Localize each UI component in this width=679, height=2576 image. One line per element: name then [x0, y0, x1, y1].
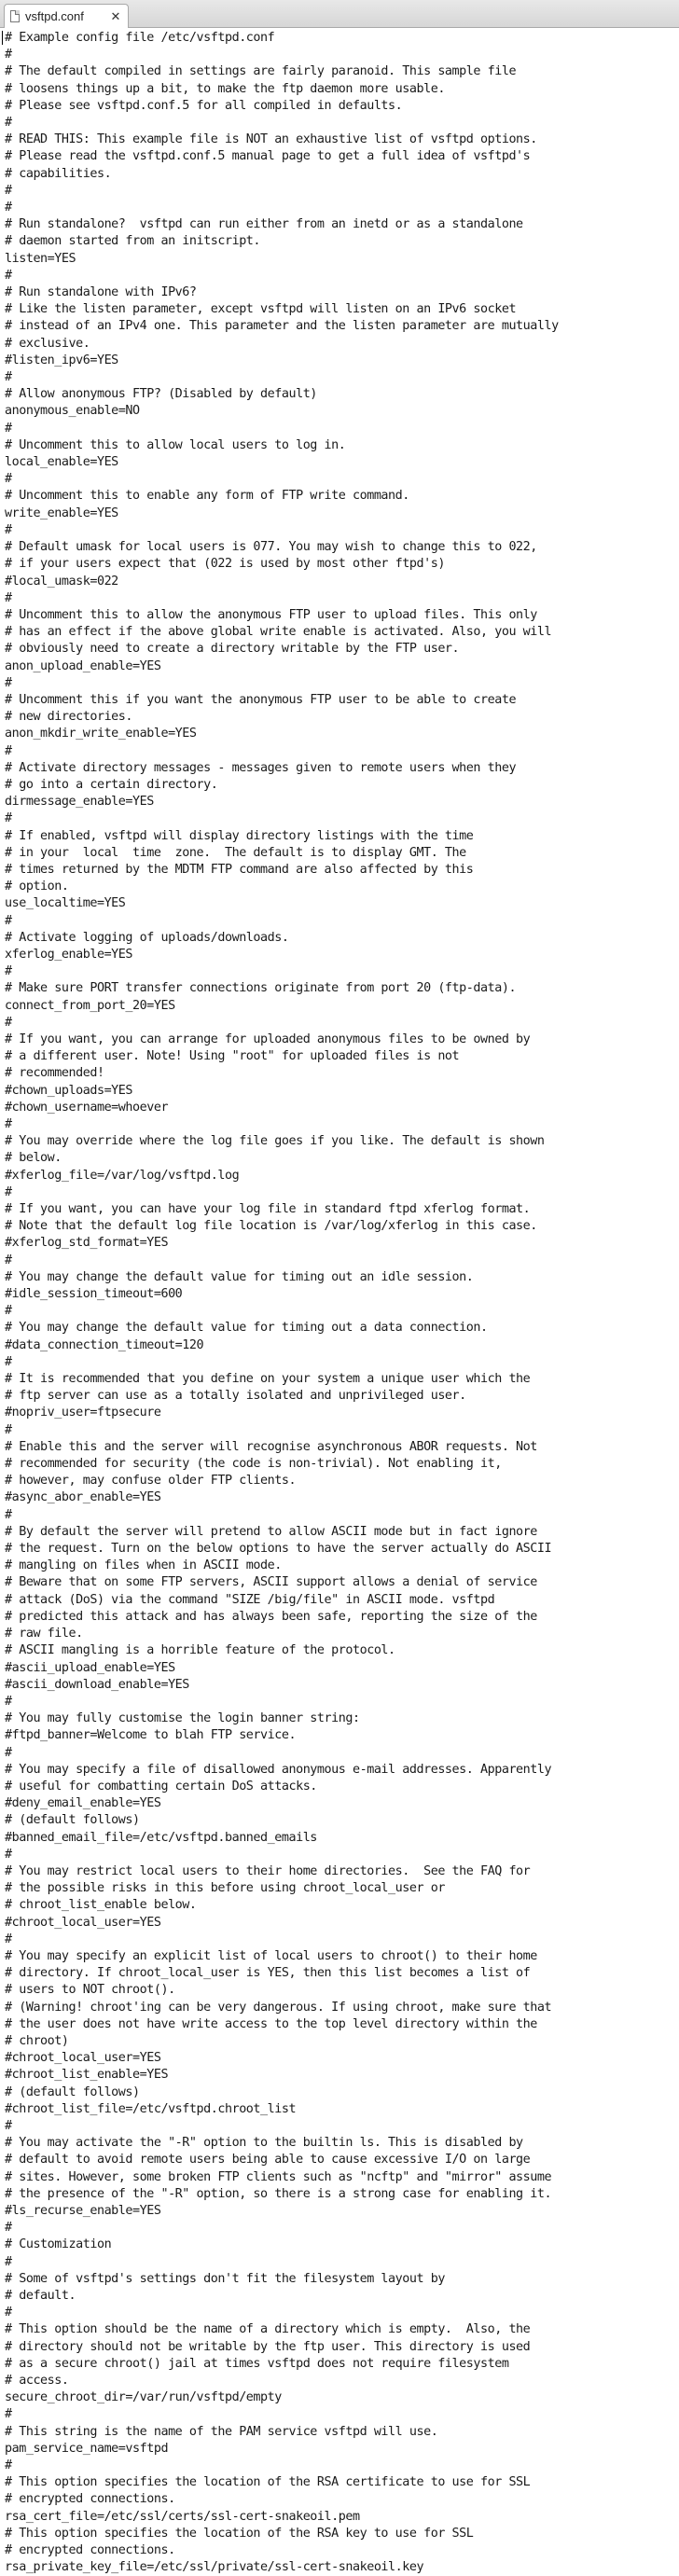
text-cursor	[2, 31, 3, 45]
code-line: # chroot_list_enable below.	[5, 1898, 197, 1913]
code-line: pam_service_name=vsftpd	[5, 2441, 169, 2456]
code-line: # directory should not be writable by the ftp user. This directory is used	[5, 2339, 531, 2354]
code-line: # attack (DoS) via the command "SIZE /big/file" in ASCII mode. vsftpd	[5, 1592, 495, 1607]
code-line: #xferlog_file=/var/log/vsftpd.log	[5, 1168, 240, 1183]
code-line: #	[5, 1117, 12, 1131]
code-line: #chroot_list_file=/etc/vsftpd.chroot_list	[5, 2101, 297, 2116]
code-line: # sites. However, some broken FTP clients such as "ncftp" and "mirror" assume	[5, 2169, 552, 2184]
code-line: # the presence of the "-R" option, so there is a strong case for enabling it.	[5, 2186, 552, 2201]
code-line: #	[5, 964, 12, 979]
code-line: # however, may confuse older FTP clients.	[5, 1474, 297, 1489]
code-line: #	[5, 2221, 12, 2236]
code-line: # Run standalone? vsftpd can run either from an inetd or as a standalone	[5, 217, 523, 232]
code-line: #	[5, 913, 12, 928]
code-line: # You may specify a file of disallowed anonymous e-mail addresses. Apparently	[5, 1762, 552, 1777]
code-line: # times returned by the MDTM FTP command are also affected by this	[5, 862, 474, 877]
code-line: # users to NOT chroot().	[5, 1983, 175, 1998]
code-line: #	[5, 590, 12, 605]
code-line: #	[5, 811, 12, 826]
code-line: #	[5, 1304, 12, 1319]
code-line: # has an effect if the above global write enable is activated. Also, you will	[5, 625, 552, 640]
code-line: #	[5, 1694, 12, 1709]
code-line: #	[5, 1932, 12, 1946]
code-line: # Customization	[5, 2237, 112, 2252]
code-line: # capabilities.	[5, 166, 112, 181]
code-line: # below.	[5, 1151, 62, 1166]
code-line: #idle_session_timeout=600	[5, 1287, 183, 1302]
code-line: # You may restrict local users to their home directories. See the FAQ for	[5, 1863, 531, 1878]
code-line: # chroot)	[5, 2033, 69, 2048]
code-line: # Enable this and the server will recognise asynchronous ABOR requests. Not	[5, 1439, 537, 1454]
code-line: # daemon started from an initscript.	[5, 234, 261, 249]
tab-label: vsftpd.conf	[25, 9, 84, 23]
code-line: # If you want, you can have your log file in standard ftpd xferlog format.	[5, 1202, 531, 1217]
code-line: #	[5, 472, 12, 487]
code-line: # the user does not have write access to the top level directory within the	[5, 2016, 537, 2031]
code-line: #	[5, 421, 12, 436]
code-line: local_enable=YES	[5, 455, 118, 470]
code-line: # If enabled, vsftpd will display directory listings with the time	[5, 828, 474, 843]
code-line: # Uncomment this to allow local users to log in.	[5, 437, 346, 452]
code-line: # This option specifies the location of the RSA certificate to use for SSL	[5, 2475, 531, 2490]
code-line: # (Warning! chroot'ing can be very dangerous. If using chroot, make sure that	[5, 2000, 552, 2015]
code-line: listen=YES	[5, 251, 76, 266]
code-line: #	[5, 2407, 12, 2422]
code-line: # predicted this attack and has always been safe, reporting the size of the	[5, 1609, 537, 1624]
code-line: # raw file.	[5, 1627, 83, 1641]
code-line: # as a secure chroot() jail at times vsftpd does not require filesystem	[5, 2356, 509, 2371]
code-line: #	[5, 48, 12, 62]
code-line: # Note that the default log file location is /var/log/xferlog in this case.	[5, 1219, 537, 1234]
code-line: #	[5, 1354, 12, 1369]
code-line: #	[5, 2254, 12, 2269]
code-line: #	[5, 1422, 12, 1437]
code-line: #	[5, 2118, 12, 2133]
code-line: #listen_ipv6=YES	[5, 353, 118, 367]
code-line: secure_chroot_dir=/var/run/vsftpd/empty	[5, 2390, 282, 2405]
code-line: # It is recommended that you define on your system a unique user which the	[5, 1372, 531, 1387]
code-line: # You may change the default value for timing out an idle session.	[5, 1269, 474, 1284]
code-line: rsa_cert_file=/etc/ssl/certs/ssl-cert-snakeoil.pem	[5, 2509, 360, 2524]
tab-vsftpd-conf[interactable]	[4, 4, 129, 28]
code-line: # the possible risks in this before using chroot_local_user or	[5, 1881, 445, 1896]
code-line: # READ THIS: This example file is NOT an exhaustive list of vsftpd options.	[5, 132, 537, 147]
code-line: # the request. Turn on the below options to have the server actually do ASCII	[5, 1542, 552, 1557]
code-line: #	[5, 2306, 12, 2320]
code-line: #chown_uploads=YES	[5, 1083, 133, 1098]
code-line: # By default the server will pretend to allow ASCII mode but in fact ignore	[5, 1524, 537, 1539]
code-line: anonymous_enable=NO	[5, 404, 140, 419]
code-line: #	[5, 201, 12, 215]
code-line: # Activate logging of uploads/downloads.	[5, 930, 289, 945]
code-line: #banned_email_file=/etc/vsftpd.banned_emails	[5, 1830, 317, 1845]
code-line: #	[5, 1507, 12, 1522]
close-icon[interactable]: ✕	[110, 8, 121, 23]
code-line: # in your local time zone. The default is to display GMT. The	[5, 845, 466, 860]
code-line: #async_abor_enable=YES	[5, 1490, 161, 1505]
code-line: # default.	[5, 2289, 76, 2304]
code-line: # This string is the name of the PAM service vsftpd will use.	[5, 2424, 438, 2439]
code-line: #	[5, 1253, 12, 1267]
code-line: # You may change the default value for timing out a data connection.	[5, 1321, 488, 1336]
code-line: # Run standalone with IPv6?	[5, 285, 197, 300]
code-line: # a different user. Note! Using "root" for uploaded files is not	[5, 1049, 460, 1064]
code-line: #	[5, 2458, 12, 2473]
code-line: # Uncomment this if you want the anonymous FTP user to be able to create	[5, 692, 517, 707]
code-line: # You may fully customise the login banner string:	[5, 1711, 360, 1726]
code-line: # new directories.	[5, 710, 133, 725]
code-line: # instead of an IPv4 one. This parameter and the listen parameter are mutually	[5, 319, 559, 334]
code-line: #chown_username=whoever	[5, 1100, 169, 1115]
code-line: dirmessage_enable=YES	[5, 795, 154, 810]
file-content[interactable]	[0, 28, 679, 2576]
code-line: # encrypted connections.	[5, 2492, 175, 2507]
code-line: # Beware that on some FTP servers, ASCII support allows a denial of service	[5, 1575, 537, 1590]
code-line: # recommended for security (the code is non-trivial). Not enabling it,	[5, 1457, 502, 1472]
code-line: # Make sure PORT transfer connections originate from port 20 (ftp-data).	[5, 981, 517, 996]
code-line: # Uncomment this to allow the anonymous FTP user to upload files. This only	[5, 607, 537, 622]
code-line: #ascii_download_enable=YES	[5, 1677, 189, 1692]
code-line: #	[5, 183, 12, 198]
code-line: # recommended!	[5, 1066, 104, 1081]
code-line: #	[5, 522, 12, 537]
text-editor[interactable]	[0, 28, 679, 2575]
code-line: #	[5, 116, 12, 131]
code-line: # mangling on files when in ASCII mode.	[5, 1558, 282, 1573]
code-line: # go into a certain directory.	[5, 777, 218, 792]
code-line: #ls_recurse_enable=YES	[5, 2204, 161, 2218]
code-line: #	[5, 1015, 12, 1030]
code-line: # ASCII mangling is a horrible feature of the protocol.	[5, 1643, 395, 1658]
code-line: anon_mkdir_write_enable=YES	[5, 727, 197, 741]
code-line: # access.	[5, 2374, 69, 2389]
code-line: # encrypted connections.	[5, 2543, 175, 2558]
code-line: # (default follows)	[5, 1813, 140, 1828]
code-line: #	[5, 1184, 12, 1199]
code-line: #	[5, 743, 12, 758]
code-line: #	[5, 675, 12, 690]
code-line: # directory. If chroot_local_user is YES, then this list becomes a list of	[5, 1966, 531, 1981]
code-line: # The default compiled in settings are fairly paranoid. This sample file	[5, 64, 517, 79]
code-line: # Some of vsftpd's settings don't fit the filesystem layout by	[5, 2271, 445, 2286]
code-line: # Activate directory messages - messages given to remote users when they	[5, 760, 517, 775]
code-line: #local_umask=022	[5, 574, 118, 589]
code-line: # (default follows)	[5, 2084, 140, 2099]
code-line: #data_connection_timeout=120	[5, 1337, 204, 1352]
code-line: rsa_private_key_file=/etc/ssl/private/ssl-cert-snakeoil.key	[5, 2560, 424, 2575]
code-line: use_localtime=YES	[5, 896, 126, 911]
code-line: #chroot_list_enable=YES	[5, 2068, 169, 2083]
code-line: # Like the listen parameter, except vsftpd will listen on an IPv6 socket	[5, 302, 517, 317]
code-line: #	[5, 1847, 12, 1862]
code-line: #deny_email_enable=YES	[5, 1796, 161, 1811]
code-line: # loosens things up a bit, to make the ftp daemon more usable.	[5, 81, 445, 96]
code-line: # Please read the vsftpd.conf.5 manual page to get a full idea of vsftpd's	[5, 149, 531, 164]
code-line: # Please see vsftpd.conf.5 for all compiled in defaults.	[5, 98, 403, 113]
code-line: #xferlog_std_format=YES	[5, 1236, 169, 1251]
code-line: #ascii_upload_enable=YES	[5, 1660, 175, 1675]
code-line: # This option specifies the location of the RSA key to use for SSL	[5, 2526, 474, 2541]
code-line: #	[5, 370, 12, 385]
code-line: #	[5, 268, 12, 283]
code-line: # This option should be the name of a directory which is empty. Also, the	[5, 2322, 531, 2337]
code-line: # You may activate the "-R" option to the builtin ls. This is disabled by	[5, 2136, 523, 2151]
code-line: # obviously need to create a directory writable by the FTP user.	[5, 642, 460, 657]
code-line: # You may override where the log file goes if you like. The default is shown	[5, 1134, 545, 1149]
code-line: connect_from_port_20=YES	[5, 998, 175, 1013]
code-line: #chroot_local_user=YES	[5, 2051, 161, 2066]
text-file-icon	[10, 10, 20, 22]
code-line: # exclusive.	[5, 336, 90, 351]
code-line: # Uncomment this to enable any form of FTP write command.	[5, 489, 409, 504]
code-line: # option.	[5, 879, 69, 894]
code-line: #chroot_local_user=YES	[5, 1915, 161, 1930]
code-line: xferlog_enable=YES	[5, 947, 133, 962]
code-line: # default to avoid remote users being able to cause excessive I/O on large	[5, 2153, 531, 2167]
code-line: write_enable=YES	[5, 506, 118, 520]
tab-bar	[0, 0, 679, 28]
code-line: # ftp server can use as a totally isolated and unprivileged user.	[5, 1389, 466, 1404]
code-line: anon_upload_enable=YES	[5, 658, 161, 673]
code-line: #	[5, 1745, 12, 1760]
code-line: # You may specify an explicit list of local users to chroot() to their home	[5, 1948, 537, 1963]
code-line: # Default umask for local users is 077. You may wish to change this to 022,	[5, 540, 537, 555]
code-line: # useful for combatting certain DoS attacks.	[5, 1779, 317, 1794]
code-line: # Example config file /etc/vsftpd.conf	[5, 31, 275, 45]
code-line: # If you want, you can arrange for uploaded anonymous files to be owned by	[5, 1032, 531, 1046]
code-line: #nopriv_user=ftpsecure	[5, 1406, 161, 1420]
code-line: #ftpd_banner=Welcome to blah FTP service.	[5, 1728, 297, 1743]
code-line: # Allow anonymous FTP? (Disabled by default)	[5, 387, 317, 402]
code-line: # if your users expect that (022 is used by most other ftpd's)	[5, 557, 445, 572]
